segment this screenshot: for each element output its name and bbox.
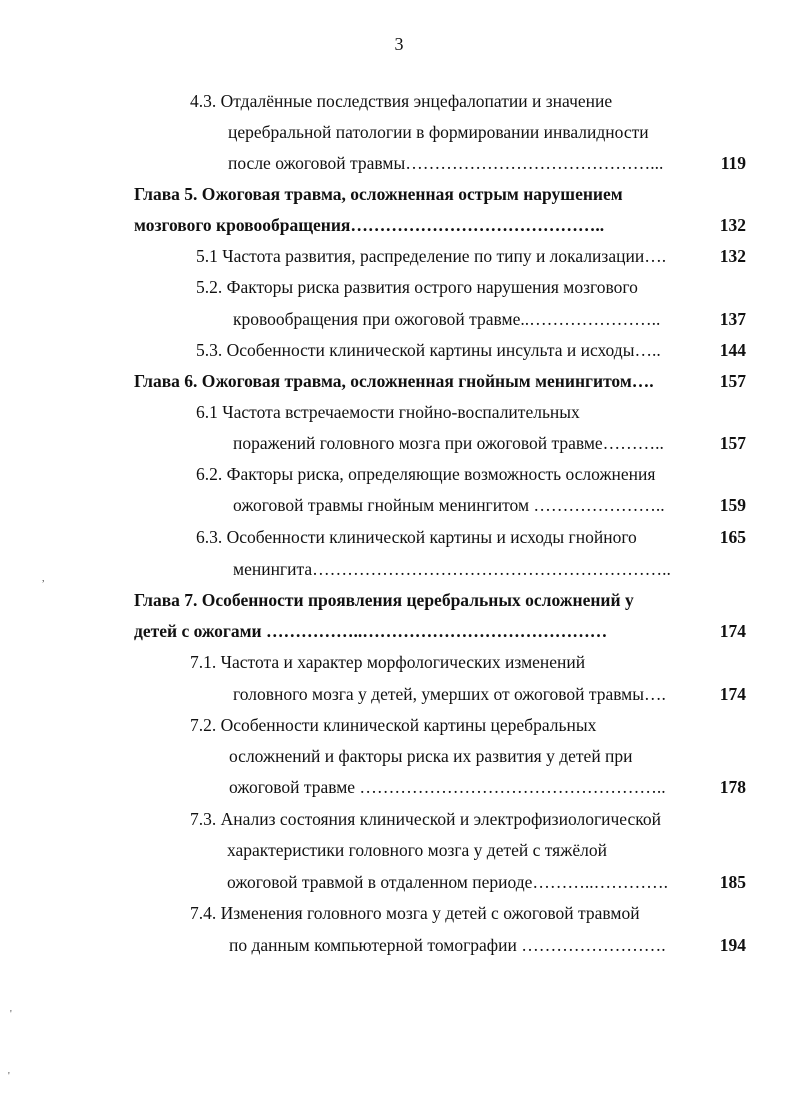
toc-entry-5-1-page: 132	[719, 246, 746, 266]
toc-entry-7-3-line-3: ожоговой травмой в отдаленном периоде………..………….	[227, 872, 669, 892]
margin-mark: ,	[42, 573, 45, 584]
toc-entry-6-3-page: 165	[719, 527, 746, 547]
toc-entry-5-3-page: 144	[719, 340, 746, 360]
toc-entry-6-2-line-2: ожоговой травмы гнойным менингитом …………………..	[233, 495, 665, 515]
toc-chapter-6-line-1: Глава 6. Ожоговая травма, осложненная гнойным менингитом….	[134, 371, 654, 391]
toc-entry-7-3-line-2: характеристики головного мозга у детей с тяжёлой	[227, 840, 607, 860]
toc-chapter-7-line-2: детей с ожогами ……………..……………………………………	[134, 621, 608, 641]
toc-entry-7-3-line-1: 7.3. Анализ состояния клинической и электрофизиологической	[190, 809, 661, 829]
toc-entry-4-3-line-3: после ожоговой травмы……………………………………...	[228, 153, 664, 173]
toc-chapter-5-line-2: мозгового кровообращения……………………………………..	[134, 215, 605, 235]
toc-chapter-7-page: 174	[719, 621, 746, 641]
toc-entry-7-2-line-1: 7.2. Особенности клинической картины церебральных	[190, 715, 597, 735]
toc-entry-6-3-line-2: менингита……………………………………………………..	[233, 559, 671, 579]
toc-entry-7-2-line-2: осложнений и факторы риска их развития у детей при	[229, 746, 633, 766]
toc-entry-6-1-line-1: 6.1 Частота встречаемости гнойно-воспалительных	[196, 402, 580, 422]
toc-chapter-5-line-1: Глава 5. Ожоговая травма, осложненная острым нарушением	[134, 184, 623, 204]
toc-entry-4-3-page: 119	[720, 153, 746, 173]
margin-mark: '	[8, 1071, 10, 1082]
toc-entry-6-1-line-2: поражений головного мозга при ожоговой травме………..	[233, 433, 664, 453]
toc-entry-5-2-page: 137	[719, 309, 746, 329]
page-number: 3	[394, 34, 404, 54]
toc-entry-7-4-page: 194	[719, 935, 746, 955]
toc-entry-5-2-line-2: кровообращения при ожоговой травме..…………………..	[233, 309, 661, 329]
toc-entry-5-1-line-1: 5.1 Частота развития, распределение по типу и локализации….	[196, 246, 667, 266]
toc-entry-6-2-line-1: 6.2. Факторы риска, определяющие возможность осложнения	[196, 464, 656, 484]
toc-entry-5-3-line-1: 5.3. Особенности клинической картины инсульта и исходы…..	[196, 340, 661, 360]
toc-entry-7-4-line-1: 7.4. Изменения головного мозга у детей с ожоговой травмой	[190, 903, 640, 923]
toc-entry-6-3-line-1: 6.3. Особенности клинической картины и исходы гнойного	[196, 527, 637, 547]
toc-entry-7-1-page: 174	[719, 684, 746, 704]
toc-entry-4-3-line-1: 4.3. Отдалённые последствия энцефалопатии и значение	[190, 91, 613, 111]
toc-entry-7-1-line-2: головного мозга у детей, умерших от ожоговой травмы….	[233, 684, 666, 704]
toc-entry-6-1-page: 157	[719, 433, 746, 453]
margin-mark: '	[10, 1009, 12, 1020]
toc-chapter-6-page: 157	[719, 371, 746, 391]
toc-chapter-5-page: 132	[719, 215, 746, 235]
toc-entry-4-3-line-2: церебральной патологии в формировании инвалидности	[228, 122, 649, 142]
toc-entry-7-4-line-2: по данным компьютерной томографии …………………….	[229, 935, 666, 955]
toc-entry-7-2-line-3: ожоговой травме ……………………………………………..	[229, 777, 666, 797]
toc-entry-7-1-line-1: 7.1. Частота и характер морфологических изменений	[190, 652, 586, 672]
toc-entry-5-2-line-1: 5.2. Факторы риска развития острого нарушения мозгового	[196, 277, 638, 297]
toc-chapter-7-line-1: Глава 7. Особенности проявления церебральных осложнений у	[134, 590, 634, 610]
toc-entry-7-2-page: 178	[719, 777, 746, 797]
toc-entry-7-3-page: 185	[719, 872, 746, 892]
toc-entry-6-2-page: 159	[719, 495, 746, 515]
